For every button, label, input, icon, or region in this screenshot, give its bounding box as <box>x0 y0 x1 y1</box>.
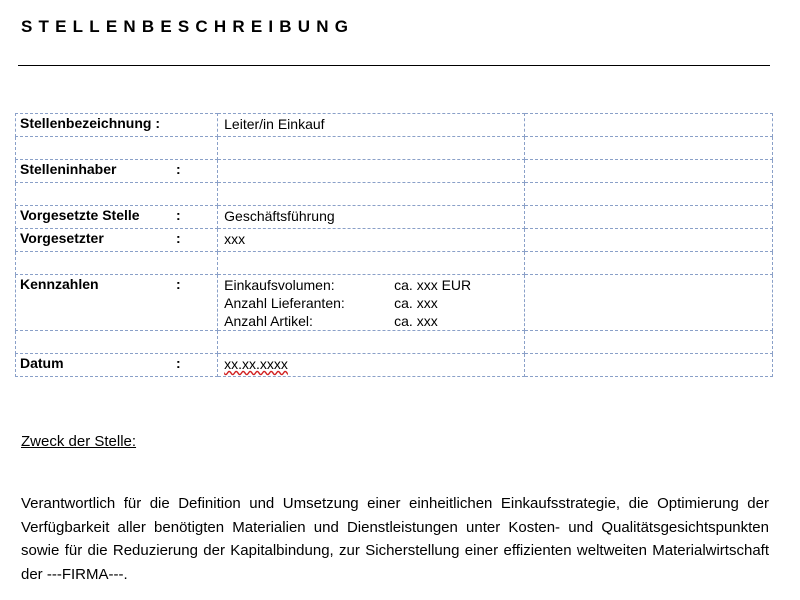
empty-cell <box>525 275 773 331</box>
datum-value-text: xx.xx.xxxx <box>224 356 288 372</box>
table-row-stellenbezeichnung <box>16 114 773 137</box>
empty-cell <box>218 183 525 206</box>
empty-cell <box>525 160 773 183</box>
value-kennzahlen <box>218 275 525 331</box>
table-row-kennzahlen <box>16 275 773 331</box>
job-info-table <box>15 113 773 377</box>
empty-cell <box>218 252 525 275</box>
empty-cell <box>525 114 773 137</box>
table-row-spacer <box>16 183 773 206</box>
kennzahl-value: ca. xxx <box>394 295 438 311</box>
label-vorgesetzter-text: Vorgesetzter <box>20 230 104 246</box>
table-row-spacer <box>16 252 773 275</box>
label-kennzahlen <box>16 275 218 331</box>
empty-cell <box>525 331 773 354</box>
empty-cell <box>525 137 773 160</box>
label-vorgesetzte-stelle <box>16 206 218 229</box>
section-paragraph: Verantwortlich für die Definition und Umsetzung einer einheitlichen Einkaufsstrategie, die Optimierung der Verfügbarkeit aller benötigten Materialien und Dienstleistungen unter Kosten- und Qualitätsgesichtspunkten sowie für die Reduzierung der Kapitalbindung, zur Sicherstellung einer effizienten weltweiten Materialwirtschaft der ---FIRMA---. <box>21 495 769 583</box>
label-colon: : <box>176 230 181 246</box>
label-vorgesetzte-stelle-text: Vorgesetzte Stelle <box>20 207 140 223</box>
empty-cell <box>525 252 773 275</box>
label-vorgesetzter <box>16 229 218 252</box>
empty-cell <box>525 354 773 377</box>
label-colon: : <box>176 355 181 371</box>
table-row-vorgesetzte-stelle <box>16 206 773 229</box>
empty-cell <box>525 229 773 252</box>
document-title: STELLENBESCHREIBUNG <box>21 17 355 36</box>
label-stellenbezeichnung: Stellenbezeichnung : <box>16 114 218 137</box>
table-row-datum <box>16 354 773 377</box>
kennzahl-item <box>224 276 520 294</box>
table-row-vorgesetzter <box>16 229 773 252</box>
section-heading: Zweck der Stelle: <box>21 433 137 450</box>
label-datum <box>16 354 218 377</box>
kennzahl-value: ca. xxx <box>394 313 438 329</box>
table-row-spacer <box>16 331 773 354</box>
empty-cell <box>16 331 218 354</box>
label-colon: : <box>176 207 181 223</box>
label-stelleninhaber-text: Stelleninhaber <box>20 161 117 177</box>
kennzahl-name: Anzahl Artikel: <box>224 313 313 329</box>
empty-cell <box>525 206 773 229</box>
empty-cell <box>16 252 218 275</box>
value-datum <box>218 354 525 377</box>
title-rule <box>18 65 770 66</box>
empty-cell <box>525 183 773 206</box>
value-stelleninhaber <box>218 160 525 183</box>
kennzahl-name: Einkaufsvolumen: <box>224 277 335 293</box>
value-vorgesetzter: xxx <box>218 229 525 252</box>
value-vorgesetzte-stelle: Geschäftsführung <box>218 206 525 229</box>
empty-cell <box>16 137 218 160</box>
label-stelleninhaber <box>16 160 218 183</box>
kennzahl-item <box>224 312 520 330</box>
label-datum-text: Datum <box>20 355 64 371</box>
label-colon: : <box>176 276 181 292</box>
kennzahl-name: Anzahl Lieferanten: <box>224 295 345 311</box>
label-colon: : <box>176 161 181 177</box>
empty-cell <box>218 331 525 354</box>
label-kennzahlen-text: Kennzahlen <box>20 276 99 292</box>
kennzahl-item <box>224 294 520 312</box>
empty-cell <box>16 183 218 206</box>
table-row-spacer <box>16 137 773 160</box>
value-stellenbezeichnung: Leiter/in Einkauf <box>218 114 525 137</box>
table-row-stelleninhaber <box>16 160 773 183</box>
empty-cell <box>218 137 525 160</box>
kennzahl-value: ca. xxx EUR <box>394 277 472 293</box>
